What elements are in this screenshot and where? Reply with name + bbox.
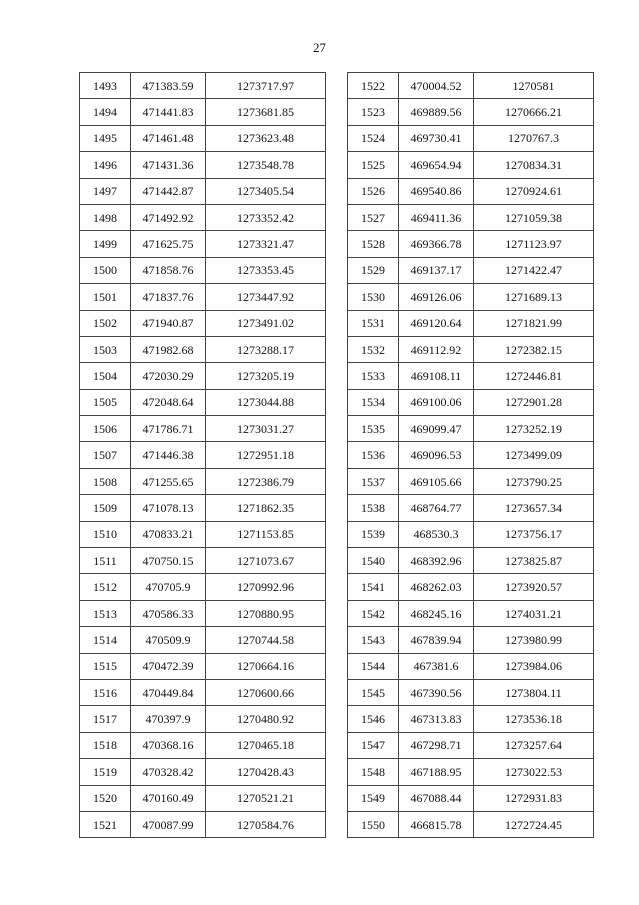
y-coordinate-cell: 1272931.83 bbox=[474, 785, 594, 811]
y-coordinate-cell: 1273536.18 bbox=[474, 706, 594, 732]
point-id-cell: 1545 bbox=[348, 679, 399, 705]
table-row bbox=[80, 732, 326, 758]
y-coordinate-cell: 1274031.21 bbox=[474, 600, 594, 626]
point-id-cell: 1514 bbox=[80, 627, 131, 653]
table-row bbox=[80, 99, 326, 125]
y-coordinate-cell: 1272951.18 bbox=[206, 442, 326, 468]
point-id-cell: 1502 bbox=[80, 310, 131, 336]
table-row bbox=[348, 600, 594, 626]
x-coordinate-cell: 470705.9 bbox=[131, 574, 206, 600]
x-coordinate-cell: 467381.6 bbox=[399, 653, 474, 679]
y-coordinate-cell: 1271153.85 bbox=[206, 521, 326, 547]
y-coordinate-cell: 1273044.88 bbox=[206, 389, 326, 415]
x-coordinate-cell: 467188.95 bbox=[399, 759, 474, 785]
point-id-cell: 1540 bbox=[348, 548, 399, 574]
point-id-cell: 1538 bbox=[348, 495, 399, 521]
table-row bbox=[348, 73, 594, 99]
x-coordinate-cell: 470087.99 bbox=[131, 811, 206, 837]
y-coordinate-cell: 1273499.09 bbox=[474, 442, 594, 468]
point-id-cell: 1498 bbox=[80, 204, 131, 230]
point-id-cell: 1503 bbox=[80, 336, 131, 362]
x-coordinate-cell: 467313.83 bbox=[399, 706, 474, 732]
point-id-cell: 1525 bbox=[348, 152, 399, 178]
y-coordinate-cell: 1270584.76 bbox=[206, 811, 326, 837]
x-coordinate-cell: 468262.03 bbox=[399, 574, 474, 600]
point-id-cell: 1515 bbox=[80, 653, 131, 679]
x-coordinate-cell: 471461.48 bbox=[131, 125, 206, 151]
x-coordinate-cell: 466815.78 bbox=[399, 811, 474, 837]
table-row bbox=[348, 416, 594, 442]
table-row bbox=[348, 706, 594, 732]
point-id-cell: 1531 bbox=[348, 310, 399, 336]
table-row bbox=[348, 811, 594, 837]
y-coordinate-cell: 1273252.19 bbox=[474, 416, 594, 442]
y-coordinate-cell: 1273257.64 bbox=[474, 732, 594, 758]
point-id-cell: 1513 bbox=[80, 600, 131, 626]
y-coordinate-cell: 1271422.47 bbox=[474, 257, 594, 283]
y-coordinate-cell: 1270465.18 bbox=[206, 732, 326, 758]
table-row bbox=[80, 416, 326, 442]
x-coordinate-cell: 471982.68 bbox=[131, 336, 206, 362]
table-row bbox=[80, 811, 326, 837]
table-row bbox=[348, 204, 594, 230]
table-row bbox=[80, 310, 326, 336]
y-coordinate-cell: 1272382.15 bbox=[474, 336, 594, 362]
point-id-cell: 1536 bbox=[348, 442, 399, 468]
point-id-cell: 1550 bbox=[348, 811, 399, 837]
y-coordinate-cell: 1270666.21 bbox=[474, 99, 594, 125]
point-id-cell: 1524 bbox=[348, 125, 399, 151]
point-id-cell: 1539 bbox=[348, 521, 399, 547]
table-row bbox=[80, 204, 326, 230]
table-row bbox=[80, 73, 326, 99]
point-id-cell: 1532 bbox=[348, 336, 399, 362]
y-coordinate-cell: 1270664.16 bbox=[206, 653, 326, 679]
y-coordinate-cell: 1271862.35 bbox=[206, 495, 326, 521]
table-row bbox=[80, 468, 326, 494]
point-id-cell: 1512 bbox=[80, 574, 131, 600]
point-id-cell: 1537 bbox=[348, 468, 399, 494]
y-coordinate-cell: 1273804.11 bbox=[474, 679, 594, 705]
table-row bbox=[348, 627, 594, 653]
point-id-cell: 1494 bbox=[80, 99, 131, 125]
x-coordinate-cell: 471431.36 bbox=[131, 152, 206, 178]
table-row bbox=[80, 627, 326, 653]
point-id-cell: 1507 bbox=[80, 442, 131, 468]
point-id-cell: 1495 bbox=[80, 125, 131, 151]
coordinate-table-left bbox=[79, 72, 326, 838]
point-id-cell: 1544 bbox=[348, 653, 399, 679]
y-coordinate-cell: 1273321.47 bbox=[206, 231, 326, 257]
x-coordinate-cell: 471255.65 bbox=[131, 468, 206, 494]
x-coordinate-cell: 472048.64 bbox=[131, 389, 206, 415]
point-id-cell: 1533 bbox=[348, 363, 399, 389]
table-row bbox=[80, 653, 326, 679]
x-coordinate-cell: 469654.94 bbox=[399, 152, 474, 178]
x-coordinate-cell: 469730.41 bbox=[399, 125, 474, 151]
point-id-cell: 1520 bbox=[80, 785, 131, 811]
x-coordinate-cell: 469540.86 bbox=[399, 178, 474, 204]
coordinate-table-right bbox=[347, 72, 594, 838]
x-coordinate-cell: 470449.84 bbox=[131, 679, 206, 705]
table-row bbox=[348, 574, 594, 600]
point-id-cell: 1499 bbox=[80, 231, 131, 257]
point-id-cell: 1510 bbox=[80, 521, 131, 547]
table-row bbox=[80, 389, 326, 415]
x-coordinate-cell: 469108.11 bbox=[399, 363, 474, 389]
y-coordinate-cell: 1272386.79 bbox=[206, 468, 326, 494]
point-id-cell: 1501 bbox=[80, 284, 131, 310]
point-id-cell: 1516 bbox=[80, 679, 131, 705]
point-id-cell: 1534 bbox=[348, 389, 399, 415]
point-id-cell: 1519 bbox=[80, 759, 131, 785]
x-coordinate-cell: 470750.15 bbox=[131, 548, 206, 574]
y-coordinate-cell: 1273022.53 bbox=[474, 759, 594, 785]
y-coordinate-cell: 1270880.95 bbox=[206, 600, 326, 626]
y-coordinate-cell: 1272901.28 bbox=[474, 389, 594, 415]
point-id-cell: 1527 bbox=[348, 204, 399, 230]
x-coordinate-cell: 471858.76 bbox=[131, 257, 206, 283]
table-row bbox=[348, 389, 594, 415]
x-coordinate-cell: 467390.56 bbox=[399, 679, 474, 705]
x-coordinate-cell: 470397.9 bbox=[131, 706, 206, 732]
x-coordinate-cell: 469105.66 bbox=[399, 468, 474, 494]
y-coordinate-cell: 1272446.81 bbox=[474, 363, 594, 389]
x-coordinate-cell: 471837.76 bbox=[131, 284, 206, 310]
x-coordinate-cell: 468392.96 bbox=[399, 548, 474, 574]
point-id-cell: 1500 bbox=[80, 257, 131, 283]
x-coordinate-cell: 467839.94 bbox=[399, 627, 474, 653]
point-id-cell: 1530 bbox=[348, 284, 399, 310]
x-coordinate-cell: 468245.16 bbox=[399, 600, 474, 626]
y-coordinate-cell: 1273405.54 bbox=[206, 178, 326, 204]
point-id-cell: 1542 bbox=[348, 600, 399, 626]
y-coordinate-cell: 1273447.92 bbox=[206, 284, 326, 310]
point-id-cell: 1496 bbox=[80, 152, 131, 178]
x-coordinate-cell: 469137.17 bbox=[399, 257, 474, 283]
point-id-cell: 1511 bbox=[80, 548, 131, 574]
table-row bbox=[348, 363, 594, 389]
table-row bbox=[80, 231, 326, 257]
table-row bbox=[80, 548, 326, 574]
point-id-cell: 1504 bbox=[80, 363, 131, 389]
y-coordinate-cell: 1270428.43 bbox=[206, 759, 326, 785]
x-coordinate-cell: 468530.3 bbox=[399, 521, 474, 547]
x-coordinate-cell: 472030.29 bbox=[131, 363, 206, 389]
x-coordinate-cell: 470368.16 bbox=[131, 732, 206, 758]
point-id-cell: 1547 bbox=[348, 732, 399, 758]
x-coordinate-cell: 471446.38 bbox=[131, 442, 206, 468]
point-id-cell: 1518 bbox=[80, 732, 131, 758]
y-coordinate-cell: 1271059.38 bbox=[474, 204, 594, 230]
y-coordinate-cell: 1273980.99 bbox=[474, 627, 594, 653]
table-row bbox=[80, 363, 326, 389]
x-coordinate-cell: 470509.9 bbox=[131, 627, 206, 653]
y-coordinate-cell: 1273756.17 bbox=[474, 521, 594, 547]
x-coordinate-cell: 469366.78 bbox=[399, 231, 474, 257]
point-id-cell: 1523 bbox=[348, 99, 399, 125]
x-coordinate-cell: 471442.87 bbox=[131, 178, 206, 204]
table-row bbox=[348, 759, 594, 785]
table-row bbox=[348, 495, 594, 521]
x-coordinate-cell: 470472.39 bbox=[131, 653, 206, 679]
y-coordinate-cell: 1270767.3 bbox=[474, 125, 594, 151]
table-row bbox=[348, 125, 594, 151]
table-row bbox=[80, 574, 326, 600]
y-coordinate-cell: 1273623.48 bbox=[206, 125, 326, 151]
x-coordinate-cell: 471492.92 bbox=[131, 204, 206, 230]
y-coordinate-cell: 1270581 bbox=[474, 73, 594, 99]
table-row bbox=[80, 521, 326, 547]
y-coordinate-cell: 1273353.45 bbox=[206, 257, 326, 283]
table-row bbox=[80, 600, 326, 626]
table-row bbox=[80, 785, 326, 811]
point-id-cell: 1526 bbox=[348, 178, 399, 204]
table-row bbox=[80, 284, 326, 310]
x-coordinate-cell: 467298.71 bbox=[399, 732, 474, 758]
x-coordinate-cell: 469411.36 bbox=[399, 204, 474, 230]
table-row bbox=[348, 785, 594, 811]
table-row bbox=[348, 152, 594, 178]
point-id-cell: 1505 bbox=[80, 389, 131, 415]
y-coordinate-cell: 1273548.78 bbox=[206, 152, 326, 178]
point-id-cell: 1508 bbox=[80, 468, 131, 494]
x-coordinate-cell: 471940.87 bbox=[131, 310, 206, 336]
table-row bbox=[348, 732, 594, 758]
table-row bbox=[80, 178, 326, 204]
table-row bbox=[80, 125, 326, 151]
x-coordinate-cell: 471786.71 bbox=[131, 416, 206, 442]
table-row bbox=[80, 759, 326, 785]
x-coordinate-cell: 470328.42 bbox=[131, 759, 206, 785]
table-row bbox=[348, 679, 594, 705]
table-row bbox=[348, 310, 594, 336]
point-id-cell: 1497 bbox=[80, 178, 131, 204]
point-id-cell: 1493 bbox=[80, 73, 131, 99]
y-coordinate-cell: 1273205.19 bbox=[206, 363, 326, 389]
y-coordinate-cell: 1271689.13 bbox=[474, 284, 594, 310]
y-coordinate-cell: 1273031.27 bbox=[206, 416, 326, 442]
point-id-cell: 1543 bbox=[348, 627, 399, 653]
x-coordinate-cell: 471441.83 bbox=[131, 99, 206, 125]
x-coordinate-cell: 469120.64 bbox=[399, 310, 474, 336]
table-row bbox=[80, 257, 326, 283]
y-coordinate-cell: 1272724.45 bbox=[474, 811, 594, 837]
table-row bbox=[348, 548, 594, 574]
y-coordinate-cell: 1270521.21 bbox=[206, 785, 326, 811]
y-coordinate-cell: 1273984.06 bbox=[474, 653, 594, 679]
y-coordinate-cell: 1273352.42 bbox=[206, 204, 326, 230]
y-coordinate-cell: 1270992.96 bbox=[206, 574, 326, 600]
table-row bbox=[348, 178, 594, 204]
point-id-cell: 1528 bbox=[348, 231, 399, 257]
point-id-cell: 1549 bbox=[348, 785, 399, 811]
point-id-cell: 1535 bbox=[348, 416, 399, 442]
table-row bbox=[80, 706, 326, 732]
point-id-cell: 1521 bbox=[80, 811, 131, 837]
x-coordinate-cell: 469112.92 bbox=[399, 336, 474, 362]
point-id-cell: 1548 bbox=[348, 759, 399, 785]
point-id-cell: 1541 bbox=[348, 574, 399, 600]
table-row bbox=[80, 442, 326, 468]
y-coordinate-cell: 1270600.66 bbox=[206, 679, 326, 705]
x-coordinate-cell: 469126.06 bbox=[399, 284, 474, 310]
point-id-cell: 1506 bbox=[80, 416, 131, 442]
x-coordinate-cell: 470160.49 bbox=[131, 785, 206, 811]
y-coordinate-cell: 1273920.57 bbox=[474, 574, 594, 600]
x-coordinate-cell: 469099.47 bbox=[399, 416, 474, 442]
table-row bbox=[348, 336, 594, 362]
point-id-cell: 1522 bbox=[348, 73, 399, 99]
y-coordinate-cell: 1271821.99 bbox=[474, 310, 594, 336]
x-coordinate-cell: 471625.75 bbox=[131, 231, 206, 257]
x-coordinate-cell: 471383.59 bbox=[131, 73, 206, 99]
y-coordinate-cell: 1273681.85 bbox=[206, 99, 326, 125]
y-coordinate-cell: 1273657.34 bbox=[474, 495, 594, 521]
y-coordinate-cell: 1271123.97 bbox=[474, 231, 594, 257]
x-coordinate-cell: 469889.56 bbox=[399, 99, 474, 125]
table-row bbox=[80, 679, 326, 705]
x-coordinate-cell: 469100.06 bbox=[399, 389, 474, 415]
table-row bbox=[348, 231, 594, 257]
x-coordinate-cell: 470833.21 bbox=[131, 521, 206, 547]
y-coordinate-cell: 1273825.87 bbox=[474, 548, 594, 574]
y-coordinate-cell: 1270744.58 bbox=[206, 627, 326, 653]
x-coordinate-cell: 468764.77 bbox=[399, 495, 474, 521]
table-row bbox=[348, 442, 594, 468]
table-row bbox=[348, 257, 594, 283]
point-id-cell: 1529 bbox=[348, 257, 399, 283]
y-coordinate-cell: 1273790.25 bbox=[474, 468, 594, 494]
table-row bbox=[348, 99, 594, 125]
table-row bbox=[80, 336, 326, 362]
y-coordinate-cell: 1273491.02 bbox=[206, 310, 326, 336]
point-id-cell: 1509 bbox=[80, 495, 131, 521]
y-coordinate-cell: 1273288.17 bbox=[206, 336, 326, 362]
point-id-cell: 1517 bbox=[80, 706, 131, 732]
y-coordinate-cell: 1270924.61 bbox=[474, 178, 594, 204]
point-id-cell: 1546 bbox=[348, 706, 399, 732]
page-number: 27 bbox=[313, 40, 326, 55]
table-row bbox=[348, 284, 594, 310]
x-coordinate-cell: 470004.52 bbox=[399, 73, 474, 99]
table-row bbox=[348, 653, 594, 679]
y-coordinate-cell: 1273717.97 bbox=[206, 73, 326, 99]
x-coordinate-cell: 467088.44 bbox=[399, 785, 474, 811]
x-coordinate-cell: 470586.33 bbox=[131, 600, 206, 626]
x-coordinate-cell: 469096.53 bbox=[399, 442, 474, 468]
table-row bbox=[80, 152, 326, 178]
y-coordinate-cell: 1270834.31 bbox=[474, 152, 594, 178]
table-row bbox=[80, 495, 326, 521]
x-coordinate-cell: 471078.13 bbox=[131, 495, 206, 521]
table-row bbox=[348, 521, 594, 547]
y-coordinate-cell: 1270480.92 bbox=[206, 706, 326, 732]
y-coordinate-cell: 1271073.67 bbox=[206, 548, 326, 574]
table-row bbox=[348, 468, 594, 494]
